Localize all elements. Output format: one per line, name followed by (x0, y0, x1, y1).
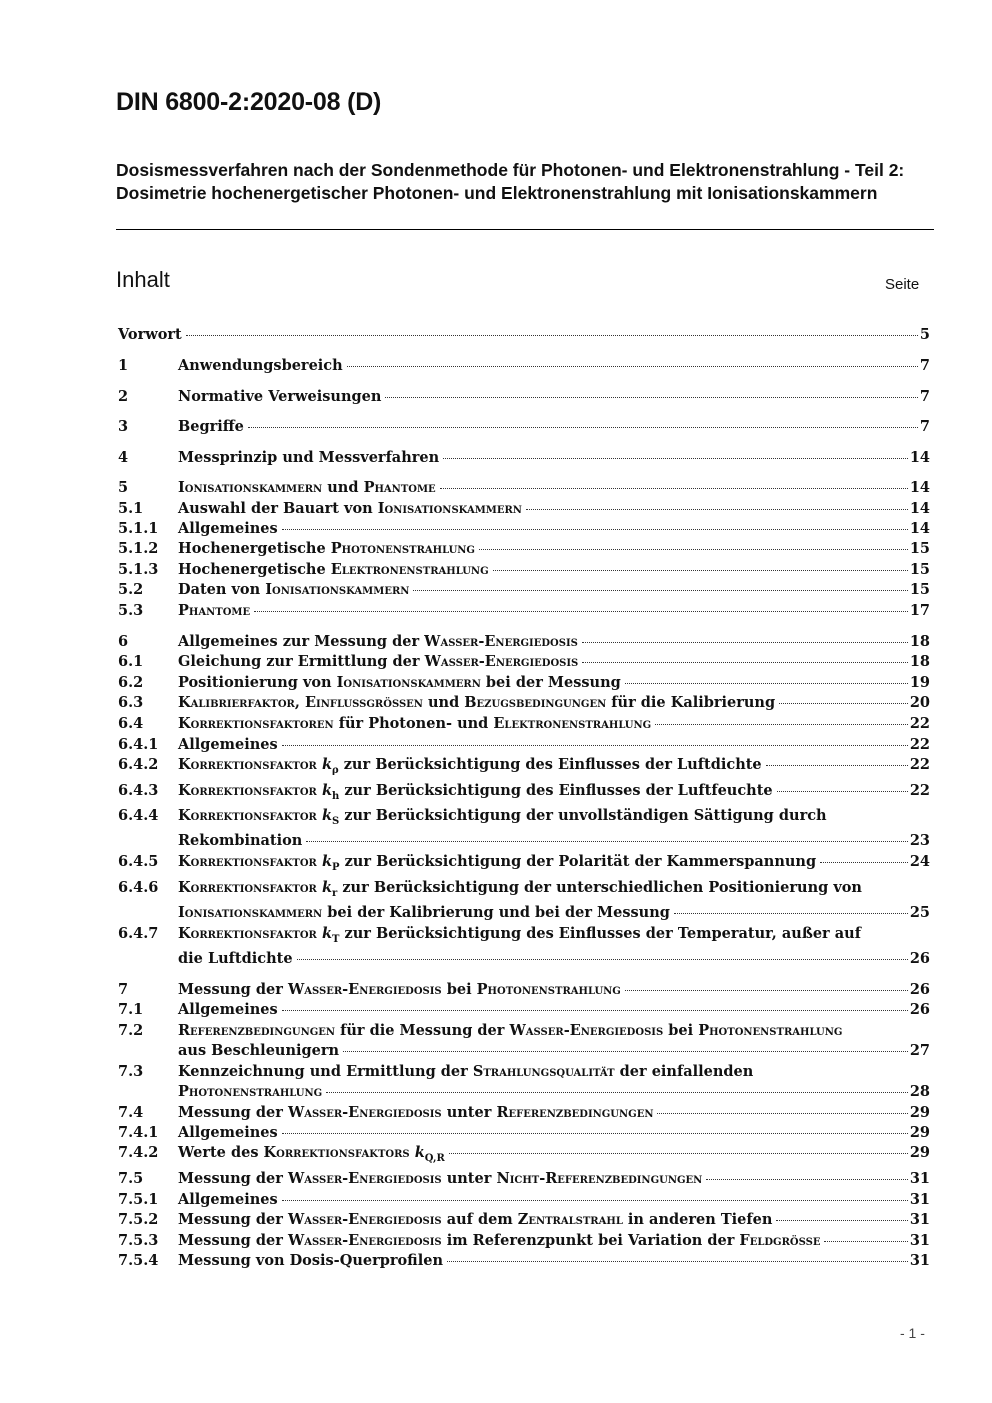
dot-leader (582, 642, 908, 643)
toc-entry-title: Korrektionsfaktor $k_h$ zur Berücksichtigung des Einflusses der Luftfeuchte (178, 782, 773, 802)
toc-entry-title: Messung der Wasser-Energiedosis auf dem Zentralstrahl in anderen Tiefen (178, 1211, 773, 1228)
toc-entry-title-line2: Rekombination (178, 832, 303, 849)
dot-leader (449, 1153, 908, 1154)
dot-leader (186, 335, 918, 336)
toc-entry-page: 19 (909, 674, 930, 691)
toc-entry[interactable] (118, 1210, 930, 1230)
toc-entry-title-line1: Kennzeichnung und Ermittlung der Strahlungsqualität der einfallenden (178, 1063, 754, 1080)
dot-leader (824, 1241, 907, 1242)
toc-entry[interactable] (118, 781, 930, 801)
toc-entry-page: 31 (909, 1252, 930, 1269)
toc-entry-title: Gleichung zur Ermittlung der Wasser-Energiedosis (178, 653, 579, 670)
toc-entry-number: 5.1.2 (118, 540, 159, 557)
toc-entry-title: Begriffe (178, 418, 244, 435)
toc-entry-number: 6.1 (118, 653, 144, 670)
toc-entry-page: 17 (909, 602, 930, 619)
dot-leader (282, 1133, 908, 1134)
dot-leader (526, 509, 908, 510)
toc-entry-page: 14 (909, 520, 930, 537)
document-subtitle: Dosismessverfahren nach der Sondenmethode für Photonen- und Elektronenstrahlung - Teil 2: Dosimetrie hochenergetischer Photonen- und Elektronenstrahlung mit Ionisationskammern (116, 160, 905, 203)
dot-leader (582, 662, 908, 663)
toc-entry-number: 3 (118, 418, 129, 435)
toc-entry[interactable] (118, 478, 930, 498)
toc-entry[interactable] (118, 356, 930, 376)
page-column-label: Seite (885, 276, 920, 293)
toc-entry-title: Messung der Wasser-Energiedosis unter Referenzbedingungen (178, 1104, 654, 1121)
toc-entry-title: Allgemeines (178, 1191, 278, 1208)
dot-leader (254, 611, 908, 612)
toc-entry-number: 5.1.3 (118, 561, 159, 578)
dot-leader (447, 1261, 908, 1262)
toc-entry[interactable] (118, 852, 930, 872)
page-number: - 1 - (900, 1325, 925, 1341)
toc-entry-title-line1: Korrektionsfaktor $k_r$ zur Berücksichtigung der unterschiedlichen Positionierung von (178, 879, 862, 899)
dot-leader (248, 427, 918, 428)
toc-entry[interactable] (118, 1021, 930, 1059)
toc-entry-page: 27 (909, 1042, 930, 1059)
toc-entry-title: Kalibrierfaktor, Einflussgrößen und Bezugsbedingungen für die Kalibrierung (178, 694, 776, 711)
toc-entry[interactable] (118, 1103, 930, 1123)
toc-entry-number: 6.4.6 (118, 879, 159, 896)
toc-entry-title: Korrektionsfaktor $k_\rho$ zur Berücksichtigung des Einflusses der Luftdichte (178, 756, 762, 776)
dot-leader (306, 841, 907, 842)
toc-entry-number: 6.2 (118, 674, 144, 691)
toc-entry-page: 22 (909, 715, 930, 732)
dot-leader (706, 1179, 908, 1180)
toc-entry-title: Ionisationskammern und Phantome (178, 479, 436, 496)
toc-entry-title: Allgemeines (178, 1001, 278, 1018)
toc-entry-page: 7 (919, 418, 930, 435)
toc-entry-number: 6.4.4 (118, 807, 159, 824)
toc-entry-number: 6.4.3 (118, 782, 159, 799)
dot-leader (297, 959, 908, 960)
toc-entry-title-line2: Ionisationskammern bei der Kalibrierung und bei der Messung (178, 904, 670, 921)
toc-entry-page: 18 (909, 633, 930, 650)
math-symbol: $k_\rho$ (321, 756, 339, 776)
toc-entry-page: 15 (909, 540, 930, 557)
dot-leader (657, 1113, 907, 1114)
toc-entry-page: 7 (919, 357, 930, 374)
dot-leader (443, 458, 908, 459)
toc-entry[interactable] (118, 924, 930, 967)
toc-entry-number: 5.1 (118, 500, 144, 517)
toc-entry-number: 1 (118, 357, 129, 374)
toc-entry-page: 26 (909, 981, 930, 998)
toc-entry-number: 7.4.1 (118, 1124, 159, 1141)
toc-entry[interactable] (118, 1251, 930, 1271)
toc-entry-title: Allgemeines (178, 1124, 278, 1141)
toc-entry-number: 6.3 (118, 694, 144, 711)
dot-leader (625, 990, 908, 991)
dot-leader (820, 862, 908, 863)
toc-entry-number: 7.4 (118, 1104, 144, 1121)
math-symbol: $k_{Q,R}$ (414, 1144, 445, 1164)
toc-entry-title: Messung der Wasser-Energiedosis im Referenzpunkt bei Variation der Feldgröße (178, 1232, 821, 1249)
toc-entry-title: Allgemeines (178, 520, 278, 537)
dot-leader (674, 913, 908, 914)
toc-entry-page: 20 (909, 694, 930, 711)
toc-entry-title: Messprinzip und Messverfahren (178, 449, 440, 466)
toc-heading: Inhalt (116, 267, 170, 292)
toc-entry[interactable] (118, 1190, 930, 1210)
toc-entry-title: Anwendungsbereich (178, 357, 343, 374)
toc-entry-page: 24 (909, 853, 930, 870)
dot-leader (493, 570, 908, 571)
toc-entry[interactable] (118, 1062, 930, 1100)
toc-entry-title: Messung von Dosis-Querprofilen (178, 1252, 443, 1269)
toc-entry-page: 18 (909, 653, 930, 670)
toc-entry-page: 14 (909, 479, 930, 496)
toc-entry-title: Allgemeines (178, 736, 278, 753)
toc-entry-number: 7.3 (118, 1063, 144, 1080)
dot-leader (779, 703, 908, 704)
dot-leader (282, 529, 908, 530)
toc-entry-number: 7.5.1 (118, 1191, 159, 1208)
toc-entry[interactable] (118, 806, 930, 849)
dot-leader (282, 1200, 908, 1201)
toc-entry-page: 29 (909, 1124, 930, 1141)
toc-entry-page: 26 (909, 1001, 930, 1018)
toc-entry-number: 4 (118, 449, 129, 466)
dot-leader (282, 745, 908, 746)
toc-entry-page: 28 (909, 1083, 930, 1100)
toc-entry-title-line1: Korrektionsfaktor $k_T$ zur Berücksichtigung des Einflusses der Temperatur, außer auf (178, 925, 861, 945)
math-symbol: $k_r$ (321, 879, 338, 899)
toc-entry-title: Normative Verweisungen (178, 388, 382, 405)
toc-entry-title: Phantome (178, 602, 251, 619)
toc-entry-title-line2: aus Beschleunigern (178, 1042, 340, 1059)
dot-leader (385, 397, 918, 398)
toc-entry-page: 31 (909, 1191, 930, 1208)
toc-entry-title: Hochenergetische Photonenstrahlung (178, 540, 475, 557)
toc-entry-number: 5.3 (118, 602, 144, 619)
toc-entry[interactable] (118, 755, 930, 775)
toc-entry-number: 2 (118, 388, 129, 405)
toc-entry[interactable] (118, 878, 930, 921)
dot-leader (655, 724, 908, 725)
dot-leader (479, 549, 908, 550)
toc-entry-number: 7.5.2 (118, 1211, 159, 1228)
dot-leader (777, 791, 908, 792)
toc-entry-page: 26 (909, 950, 930, 967)
dot-leader (282, 1010, 908, 1011)
toc-entry[interactable] (118, 325, 930, 345)
toc-entry-title: Auswahl der Bauart von Ionisationskammern (178, 500, 522, 517)
toc-entry-number: 6.4.7 (118, 925, 159, 942)
toc-entry-page: 23 (909, 832, 930, 849)
toc-entry-page: 31 (909, 1232, 930, 1249)
toc-entry-title-line2: die Luftdichte (178, 950, 293, 967)
dot-leader (776, 1220, 907, 1221)
toc-entry-page: 25 (909, 904, 930, 921)
toc-entry-number: 5 (118, 479, 129, 496)
toc-entry[interactable] (118, 1143, 930, 1163)
toc-entry-page: 22 (909, 782, 930, 799)
toc-entry-page: 7 (919, 388, 930, 405)
dot-leader (440, 488, 908, 489)
toc-entry-number: 5.2 (118, 581, 144, 598)
toc-entry-title: Daten von Ionisationskammern (178, 581, 410, 598)
toc-entry[interactable] (118, 652, 930, 672)
dot-leader (625, 683, 908, 684)
toc-entry-title-line2: Photonenstrahlung (178, 1083, 323, 1100)
toc-entry[interactable] (118, 714, 930, 734)
toc-entry-number: 7.4.2 (118, 1144, 159, 1161)
toc-entry-title: Korrektionsfaktor $k_P$ zur Berücksichtigung der Polarität der Kammerspannung (178, 853, 817, 873)
toc-entry-number: 7.5.3 (118, 1232, 159, 1249)
toc-entry[interactable] (118, 519, 930, 539)
dot-leader (766, 765, 908, 766)
toc-entry[interactable] (118, 735, 930, 755)
toc-entry[interactable] (118, 560, 930, 580)
toc-entry-number: 7.2 (118, 1022, 144, 1039)
toc-entry-page: 22 (909, 736, 930, 753)
math-symbol: $k_T$ (321, 925, 340, 945)
toc-entry-number: 6.4.1 (118, 736, 159, 753)
toc-entry-number: 7.5 (118, 1170, 144, 1187)
toc-entry-number: 6.4.5 (118, 853, 159, 870)
toc-entry-title: Korrektionsfaktoren für Photonen- und Elektronenstrahlung (178, 715, 652, 732)
toc-entry-page: 31 (909, 1211, 930, 1228)
toc-entry-number: 7.1 (118, 1001, 144, 1018)
dot-leader (343, 1051, 908, 1052)
toc-entry-title: Messung der Wasser-Energiedosis bei Photonenstrahlung (178, 981, 621, 998)
toc-entry-number: 6.4 (118, 715, 144, 732)
toc-entry-page: 5 (919, 326, 930, 343)
toc-entry-page: 29 (909, 1104, 930, 1121)
math-symbol: $k_P$ (321, 853, 340, 873)
toc-entry[interactable] (118, 1123, 930, 1143)
toc-entry-page: 14 (909, 500, 930, 517)
toc-entry-title: Werte des Korrektionsfaktors $k_{Q,R}$ (178, 1144, 445, 1164)
toc-entry[interactable] (118, 601, 930, 621)
toc-entry-page: 29 (909, 1144, 930, 1161)
toc-entry[interactable] (118, 539, 930, 559)
toc-entry-number: 6.4.2 (118, 756, 159, 773)
toc-entry-page: 14 (909, 449, 930, 466)
toc-entry-number: 6 (118, 633, 129, 650)
toc-entry-title: Vorwort (118, 326, 182, 343)
toc-entry[interactable] (118, 1231, 930, 1251)
dot-leader (347, 366, 918, 367)
toc-entry-page: 15 (909, 561, 930, 578)
toc-entry-title: Hochenergetische Elektronenstrahlung (178, 561, 489, 578)
toc-entry[interactable] (118, 1000, 930, 1020)
toc-entry-title: Allgemeines zur Messung der Wasser-Energiedosis (178, 633, 578, 650)
toc-entry[interactable] (118, 693, 930, 713)
toc-entry-page: 15 (909, 581, 930, 598)
toc-entry-title-line1: Korrektionsfaktor $k_S$ zur Berücksichtigung der unvollständigen Sättigung durch (178, 807, 827, 827)
math-symbol: $k_h$ (321, 782, 340, 802)
toc-entry-page: 22 (909, 756, 930, 773)
math-symbol: $k_S$ (321, 807, 340, 827)
toc-entry-number: 7.5.4 (118, 1252, 159, 1269)
toc-entry-number: 5.1.1 (118, 520, 159, 537)
toc-entry[interactable] (118, 580, 930, 600)
toc-entry[interactable] (118, 499, 930, 519)
toc-entry[interactable] (118, 417, 930, 437)
toc-entry[interactable] (118, 673, 930, 693)
toc-entry[interactable] (118, 387, 930, 407)
toc-entry-number: 7 (118, 981, 129, 998)
toc-entry-title: Positionierung von Ionisationskammern bei der Messung (178, 674, 621, 691)
toc-entry-page: 31 (909, 1170, 930, 1187)
toc-entry[interactable] (118, 980, 930, 1000)
toc-entry[interactable] (118, 632, 930, 652)
toc-entry-title-line1: Referenzbedingungen für die Messung der Wasser-Energiedosis bei Photonenstrahlung (178, 1022, 843, 1039)
document-id: DIN 6800-2:2020-08 (D) (116, 88, 382, 116)
toc-entry[interactable] (118, 1169, 930, 1189)
toc-entry[interactable] (118, 448, 930, 468)
toc-entry-title: Messung der Wasser-Energiedosis unter Nicht-Referenzbedingungen (178, 1170, 703, 1187)
dot-leader (326, 1092, 908, 1093)
dot-leader (413, 590, 907, 591)
title-divider (116, 229, 934, 230)
